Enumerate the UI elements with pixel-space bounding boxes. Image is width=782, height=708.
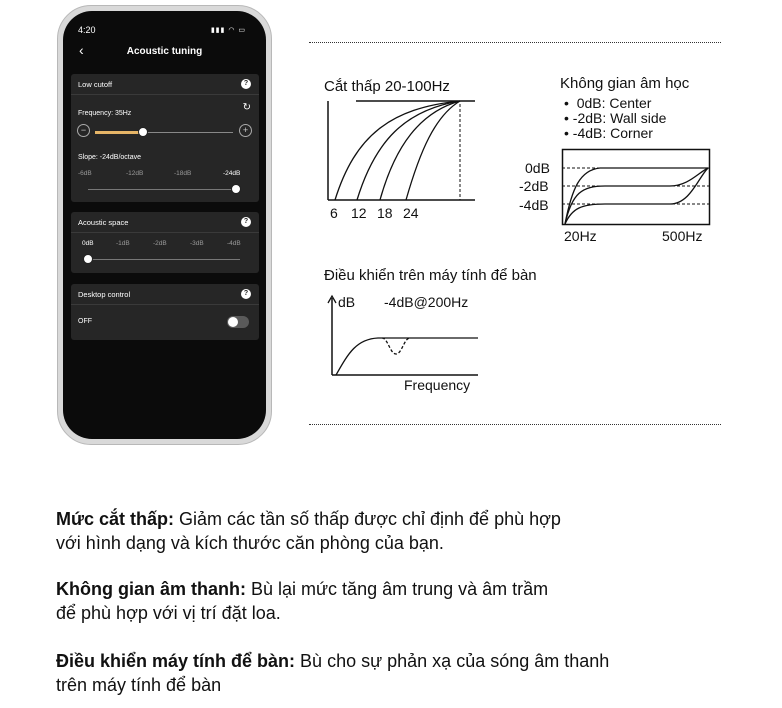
desktop-y-label: dB [338,294,356,310]
description-term: Mức cắt thấp: [56,509,175,529]
separator-top [309,42,721,43]
legend-item-center: • 0dB: Center [564,95,652,111]
low-cut-tick-18: 18 [377,205,393,221]
low-cutoff-header [71,74,259,95]
page-title: Acoustic tuning [126,46,203,57]
slope-option-18db[interactable]: -18dB [174,170,192,177]
slope-slider-knob[interactable] [231,184,241,194]
description-desktop-control [56,649,696,697]
reset-icon[interactable]: ↻ [242,102,251,113]
legend-item-wall: • -2dB: Wall side [564,110,667,126]
acoustic-slider-knob[interactable] [83,254,93,264]
acoustic-slider[interactable] [88,259,240,260]
description-text: để phù hợp với vị trí đặt loa. [56,603,281,623]
minus-icon[interactable]: − [77,124,90,137]
status-time: 4:20 [78,25,96,35]
slope-label: Slope: -24dB/octave [78,154,142,161]
frequency-slider-knob[interactable] [138,127,148,137]
acoustic-y-label-4db: -4dB [519,197,549,213]
description-text: trên máy tính để bàn [56,675,222,695]
frequency-label: Frequency: 35Hz [78,110,132,117]
description-text: Bù cho sự phản xạ của sóng âm thanh [295,651,610,671]
acoustic-option-4db[interactable]: -4dB [227,240,241,247]
phone-mockup [57,5,272,445]
desktop-control-state: OFF [78,318,92,325]
low-cut-tick-12: 12 [351,205,367,221]
low-cut-diagram-title: Cắt thấp 20-100Hz [324,78,450,95]
separator-bottom [309,424,721,425]
description-text: Bù lại mức tăng âm trung và âm trầm [245,579,549,599]
description-acoustic-space [56,577,696,625]
low-cutoff-title: Low cutoff [78,80,113,89]
desktop-control-title: Desktop control [78,290,131,299]
desktop-diagram [326,294,486,378]
acoustic-legend [564,96,666,141]
low-cut-diagram [320,96,480,206]
acoustic-diagram [560,148,712,226]
status-icons: ▮▮▮ ◠ ▭ [210,27,246,34]
acoustic-option-3db[interactable]: -3dB [190,240,204,247]
acoustic-option-1db[interactable]: -1dB [116,240,130,247]
phone-screen [63,11,266,439]
acoustic-space-card [71,212,259,273]
legend-item-corner: • -4dB: Corner [564,125,653,141]
acoustic-space-header [71,212,259,233]
slope-option-12db[interactable]: -12dB [126,170,144,177]
low-cut-tick-6: 6 [330,205,338,221]
acoustic-option-0db[interactable]: 0dB [82,240,94,247]
help-icon[interactable]: ? [241,217,251,227]
help-icon[interactable]: ? [241,79,251,89]
plus-icon[interactable]: + [239,124,252,137]
description-term: Không gian âm thanh: [56,579,246,599]
acoustic-y-label-0db: 0dB [525,160,550,176]
low-cut-tick-24: 24 [403,205,419,221]
acoustic-x-label-20hz: 20Hz [564,228,597,244]
description-text: với hình dạng và kích thước căn phòng của bạn. [56,533,444,553]
toggle-knob [228,317,238,327]
desktop-control-header [71,284,259,305]
acoustic-space-title: Acoustic space [78,218,129,227]
slope-option-6db[interactable]: -6dB [78,170,92,177]
slope-slider[interactable] [88,189,240,190]
low-cutoff-card [71,74,259,202]
desktop-control-card [71,284,259,340]
desktop-control-toggle[interactable] [227,316,249,328]
description-text: Giảm các tần số thấp được chỉ định để phù hợp [174,509,561,529]
slope-option-24db[interactable]: -24dB [223,170,241,177]
back-icon[interactable]: ‹ [79,42,84,58]
description-term: Điều khiển máy tính để bàn: [56,651,296,671]
desktop-x-label: Frequency [404,377,471,393]
help-icon[interactable]: ? [241,289,251,299]
description-low-cut [56,507,696,555]
acoustic-diagram-title: Không gian âm học [560,75,690,92]
acoustic-option-2db[interactable]: -2dB [153,240,167,247]
acoustic-y-label-2db: -2dB [519,178,549,194]
desktop-diagram-title: Điều khiển trên máy tính để bàn [324,267,537,284]
acoustic-x-label-500hz: 500Hz [662,228,703,244]
frequency-slider-fill [95,131,143,134]
desktop-annotation: -4dB@200Hz [384,294,469,310]
